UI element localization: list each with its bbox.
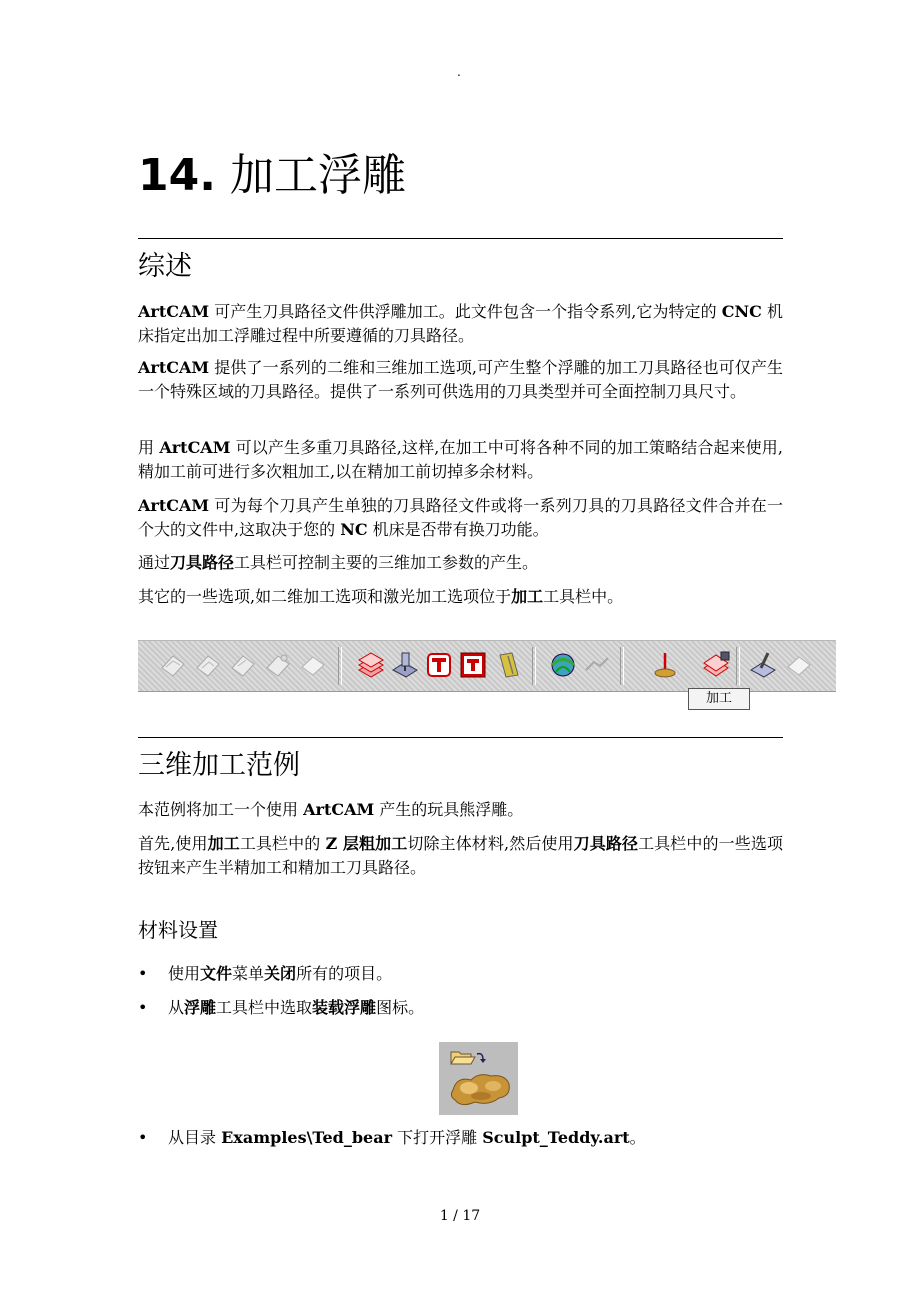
section-heading-example: 三维加工范例	[138, 750, 300, 781]
globe-icon[interactable]	[548, 650, 578, 680]
tool-t-box-icon[interactable]	[458, 650, 488, 680]
bold-term: Sculpt_Teddy.art	[482, 1128, 630, 1147]
bullet-mark: •	[138, 964, 148, 983]
bold-term: ArtCAM	[138, 358, 210, 377]
disabled-relief-icon-4[interactable]	[263, 650, 293, 680]
bold-term: 关闭	[264, 964, 297, 983]
bold-term: ArtCAM	[138, 302, 210, 321]
bold-term: 刀具路径	[573, 834, 639, 853]
bullet-mark: •	[138, 998, 148, 1017]
plain-icon[interactable]	[784, 650, 814, 680]
chapter-title-text: 加工浮雕	[229, 150, 406, 201]
machining-toolbar	[138, 640, 836, 692]
layers-icon[interactable]	[356, 650, 386, 680]
section-divider	[138, 737, 783, 738]
toolbar-separator	[620, 647, 624, 685]
list-item-text: 从目录 Examples\Ted_bear 下打开浮雕 Sculpt_Teddy.art。	[168, 1128, 646, 1147]
bold-term: Examples\Ted_bear	[221, 1128, 393, 1147]
bold-term: Z 层粗加工	[325, 834, 408, 853]
wizard-icon[interactable]	[748, 650, 778, 680]
bold-term: 装载浮雕	[312, 998, 377, 1017]
bold-term: ArtCAM	[303, 800, 375, 819]
header-dot: .	[457, 65, 461, 79]
chapter-number: 14.	[138, 150, 216, 201]
section-heading-overview: 综述	[138, 251, 192, 282]
probe-icon[interactable]	[650, 650, 680, 680]
tool-bar-icon[interactable]	[494, 650, 524, 680]
bold-term: 浮雕	[184, 998, 217, 1017]
paragraph: 用 ArtCAM 可以产生多重刀具路径,这样,在加工中可将各种不同的加工策略结合起来使用,精加工前可进行多次粗加工,以在精加工前切掉多余材料。	[138, 438, 783, 481]
toolbar-separator	[736, 647, 740, 685]
paragraph: 通过刀具路径工具栏可控制主要的三维加工参数的产生。	[138, 553, 539, 572]
list-item-text: 使用文件菜单关闭所有的项目。	[168, 964, 393, 983]
bullet-mark: •	[138, 1128, 148, 1147]
machine-icon[interactable]	[390, 650, 420, 680]
subsection-heading: 材料设置	[138, 918, 218, 942]
toolbar-separator	[532, 647, 536, 685]
paragraph: 本范例将加工一个使用 ArtCAM 产生的玩具熊浮雕。	[138, 800, 524, 819]
disabled-relief-icon-3[interactable]	[228, 650, 258, 680]
tool-t-icon[interactable]	[424, 650, 454, 680]
toolbar-separator	[338, 647, 342, 685]
chapter-title	[138, 146, 406, 206]
disabled-relief-icon-5[interactable]	[298, 650, 328, 680]
disabled-relief-icon-2[interactable]	[193, 650, 223, 680]
load-relief-icon	[439, 1042, 518, 1115]
toolbar-tooltip: 加工	[688, 688, 750, 710]
bold-term: NC	[340, 520, 368, 539]
machining-icon[interactable]	[701, 650, 731, 680]
section-divider	[138, 238, 783, 239]
disabled-relief-icon-1[interactable]	[158, 650, 188, 680]
bold-term: CNC	[721, 302, 762, 321]
disabled-icon[interactable]	[582, 650, 612, 680]
bold-term: 加工	[207, 834, 240, 853]
bold-term: 加工	[511, 587, 544, 606]
paragraph: ArtCAM 提供了一系列的二维和三维加工选项,可产生整个浮雕的加工刀具路径也可仅产生一个特殊区域的刀具路径。提供了一系列可供选用的刀具类型并可全面控制刀具尺寸。	[138, 358, 783, 401]
list-item-text: 从浮雕工具栏中选取装载浮雕图标。	[168, 998, 425, 1017]
page-number: 1 / 17	[439, 1208, 481, 1224]
paragraph: ArtCAM 可产生刀具路径文件供浮雕加工。此文件包含一个指令系列,它为特定的 CNC 机床指定出加工浮雕过程中所要遵循的刀具路径。	[138, 302, 783, 345]
bold-term: 刀具路径	[170, 553, 235, 572]
paragraph: 其它的一些选项,如二维加工选项和激光加工选项位于加工工具栏中。	[138, 587, 624, 606]
paragraph: ArtCAM 可为每个刀具产生单独的刀具路径文件或将一系列刀具的刀具路径文件合并在一个大的文件中,这取决于您的 NC 机床是否带有换刀功能。	[138, 496, 783, 539]
paragraph: 首先,使用加工工具栏中的 Z 层粗加工切除主体材料,然后使用刀具路径工具栏中的一些选项按钮来产生半精加工和精加工刀具路径。	[138, 834, 783, 877]
bold-term: ArtCAM	[159, 438, 231, 457]
bold-term: ArtCAM	[138, 496, 210, 515]
bold-term: 文件	[200, 964, 233, 983]
